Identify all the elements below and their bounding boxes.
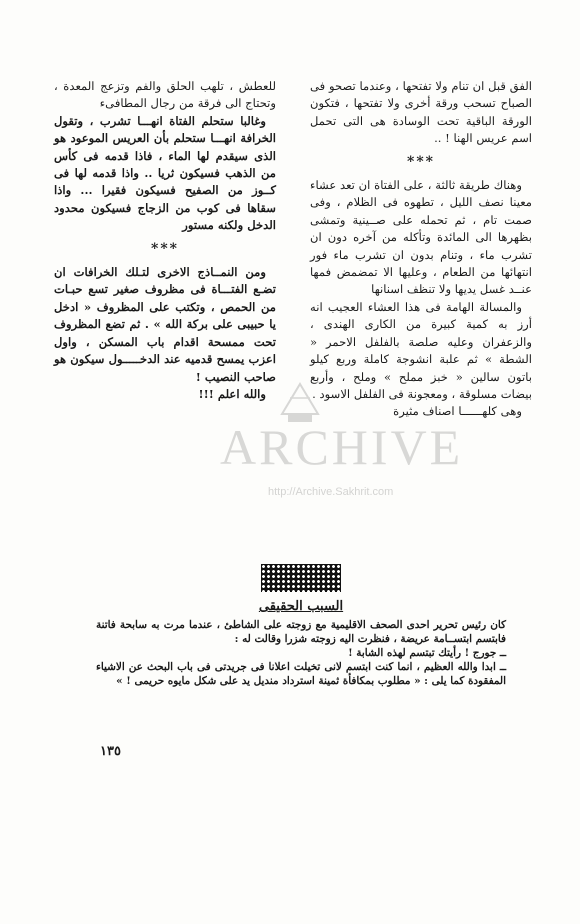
column-divider [290, 82, 291, 552]
halftone-ornament [261, 564, 341, 592]
section-separator-stars: *** [151, 240, 179, 257]
watermark-text: ARCHIVE [220, 419, 464, 475]
left-col-paragraph-2: وغالبا ستحلم الفتاة انهـــا تشرب ، وتقول الخرافة انهـــا ستحلم بأن العريس الموعود هو الذى سيقدم لها الماء ، فاذا قدمه فى كأس من الذهب فسيكون ثريا .. واذا قدمه لها فى كــوز من الصفيح فسيكون فقيرا ... واذا سقاها فى كوب من الزجاج فسيكون محدود الدخل ولكنه مستور [54, 113, 276, 233]
page-number: ١٣٥ [100, 744, 121, 759]
joke-box [96, 600, 506, 734]
joke-paragraph-3: ــ ابدا والله العظيم ، انما كنت ابتسم لانى تخيلت اعلانا فى جريدتى فى باب البحث عن الاشياء المفقودة كما يلى : « مطلوب بمكافأة ثمينة استرداد منديل يد على شكل مايوه حريمى ! » [96, 661, 506, 687]
left-col-paragraph-1: للعطش ، تلهب الحلق والفم وتزعج المعدة ، وتحتاج الى فرقة من رجال المطافىء [54, 79, 276, 111]
watermark-url: http://Archive.Sakhrit.com [268, 486, 394, 498]
joke-paragraph-2: ــ جورج ! رأيتك تبتسم لهذه الشابة ! [348, 647, 506, 659]
section-separator-stars: *** [407, 153, 435, 170]
left-column [54, 78, 276, 403]
right-col-paragraph-2: وهناك طريقة ثالثة ، على الفتاة ان تعد عشاء معينا نصف الليل ، تطهوه فى الظلام ، وفى صمت تام ، ثم تحمله على صــينية وتمشى بظهرها الى المائدة وتأكله من آخره دون ان تشرب ماء ، وتنام بدون ان تشرب ماء فور انتهائها من الطعام ، وعليها الا تمضمض فمها عنــد غسل يديها ولا تنظف اسنانها [310, 178, 532, 297]
right-column [310, 78, 532, 421]
article-columns [40, 78, 540, 560]
right-col-paragraph-4: وهى كلهــــــا اصناف مثيرة [393, 404, 522, 419]
right-col-paragraph-1: الفق قبل ان تنام ولا تفتحها ، وعندما تصحو فى الصباح تسحب ورقة أخرى ولا تفتحها ، فتكون الورقة الباقية تحت الوسادة هى التى تحمل اسم عريس الهنا ! .. [310, 79, 532, 146]
joke-paragraph-1: كان رئيس تحرير احدى الصحف الاقليمية مع زوجته على الشاطئ ، عندما مرت به سابحة فاتنة فابتسم ابتســامة عريضة ، فنظرت اليه زوجته شزرا وقالت له : [96, 619, 506, 645]
left-col-paragraph-3: ومن النمــاذج الاخرى لتـلك الخرافات ان تضـع الفتـــاة فى مظروف صغير تسع حبـات من الحمص ، وتكتب على المظروف « ادخل يا حبيبى على بركة الله » . ثم تضع المظروف تحت ممسحة اقدام باب المسكن ، واول اعزب يمسح قدميه عند الدخـــــول سيكون هو صاحب النصيب ! [54, 265, 276, 384]
left-col-closing-line: والله اعلم !!! [198, 386, 266, 401]
joke-title: السبب الحقيقى [258, 599, 344, 614]
right-col-paragraph-3: والمسالة الهامة فى هذا العشاء العجيب انه أرز به كمية كبيرة من الكارى الهندى ، والزعفران وعليه صلصة بالفلفل الاحمر « الشطة » ثم علبة انشوجة كاملة وربع كيلو باتون سالين « خبز مملح » وملح ، وأربع بيضات مسلوقة ، ومعجونة فى الفلفل الاسود . [310, 299, 532, 401]
